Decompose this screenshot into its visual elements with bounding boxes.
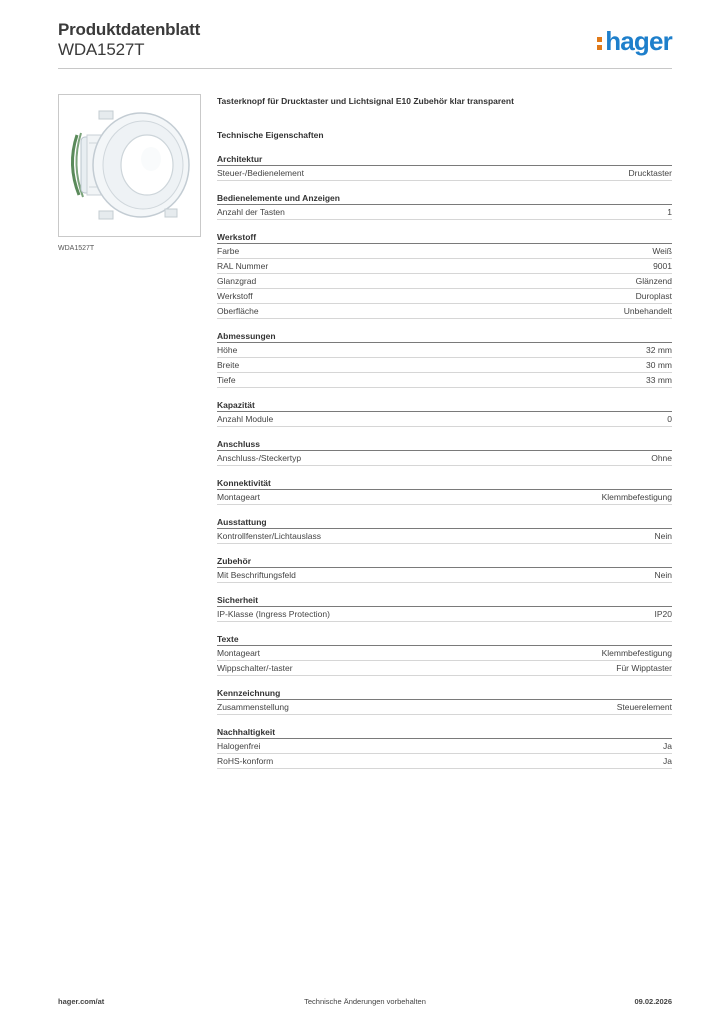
property-row: [217, 289, 672, 304]
property-row: [217, 205, 672, 220]
property-label: Zusammenstellung: [217, 702, 289, 712]
footer-date: 09.02.2026: [634, 997, 672, 1006]
property-row: [217, 274, 672, 289]
section-title: Kapazität: [217, 399, 672, 412]
property-label: Höhe: [217, 345, 238, 355]
page-footer: [58, 997, 672, 1011]
section-title: Werkstoff: [217, 231, 672, 244]
property-row: [217, 529, 672, 544]
property-label: Breite: [217, 360, 240, 370]
property-section: [217, 555, 672, 583]
product-description: Tasterknopf für Drucktaster und Lichtsignal E10 Zubehör klar transparent: [217, 96, 514, 106]
property-value: 30 mm: [646, 360, 672, 370]
property-section: [217, 399, 672, 427]
property-value: IP20: [654, 609, 672, 619]
technical-properties-heading: Technische Eigenschaften: [217, 130, 324, 140]
property-section: [217, 231, 672, 319]
property-row: [217, 739, 672, 754]
footer-notice: Technische Änderungen vorbehalten: [304, 997, 426, 1006]
property-section: [217, 192, 672, 220]
property-value: Steuerelement: [616, 702, 672, 712]
section-title: Texte: [217, 633, 672, 646]
property-row: [217, 700, 672, 715]
property-value: Klemmbefestigung: [601, 492, 672, 502]
section-title: Kennzeichnung: [217, 687, 672, 700]
section-title: Anschluss: [217, 438, 672, 451]
property-value: Glänzend: [635, 276, 672, 286]
property-value: Klemmbefestigung: [601, 648, 672, 658]
property-section: [217, 516, 672, 544]
property-label: Montageart: [217, 648, 260, 658]
header-divider: [58, 68, 672, 69]
property-label: Halogenfrei: [217, 741, 261, 751]
section-title: Abmessungen: [217, 330, 672, 343]
property-value: Für Wipptaster: [616, 663, 672, 673]
property-section: [217, 438, 672, 466]
logo-dots-icon: [597, 28, 603, 46]
property-row: [217, 373, 672, 388]
property-row: [217, 259, 672, 274]
property-value: Ja: [663, 741, 672, 751]
property-label: Tiefe: [217, 375, 236, 385]
property-row: [217, 661, 672, 676]
product-image: [58, 94, 201, 237]
properties-list: [217, 153, 672, 769]
property-row: [217, 646, 672, 661]
property-label: Werkstoff: [217, 291, 253, 301]
property-label: Anzahl der Tasten: [217, 207, 285, 217]
property-value: 32 mm: [646, 345, 672, 355]
property-row: [217, 754, 672, 769]
property-label: Steuer-/Bedienelement: [217, 168, 304, 178]
section-title: Bedienelemente und Anzeigen: [217, 192, 672, 205]
property-row: [217, 343, 672, 358]
property-label: IP-Klasse (Ingress Protection): [217, 609, 330, 619]
property-value: 9001: [653, 261, 672, 271]
property-row: [217, 166, 672, 181]
property-row: [217, 607, 672, 622]
property-label: RAL Nummer: [217, 261, 269, 271]
section-title: Sicherheit: [217, 594, 672, 607]
property-label: Farbe: [217, 246, 240, 256]
section-title: Zubehör: [217, 555, 672, 568]
property-label: RoHS-konform: [217, 756, 274, 766]
hager-logo: [597, 28, 672, 54]
property-section: [217, 633, 672, 676]
property-value: 1: [667, 207, 672, 217]
property-section: [217, 153, 672, 181]
section-title: Nachhaltigkeit: [217, 726, 672, 739]
property-section: [217, 330, 672, 388]
property-value: Ohne: [651, 453, 672, 463]
property-label: Kontrollfenster/Lichtauslass: [217, 531, 321, 541]
product-details: [217, 96, 672, 780]
page-header: [58, 20, 672, 70]
property-section: [217, 594, 672, 622]
property-section: [217, 726, 672, 769]
property-value: Ja: [663, 756, 672, 766]
image-caption: WDA1527T: [58, 245, 95, 252]
section-title: Ausstattung: [217, 516, 672, 529]
property-value: Nein: [654, 531, 672, 541]
push-button-cap-image: [59, 95, 200, 236]
property-row: [217, 244, 672, 259]
property-row: [217, 490, 672, 505]
property-value: Nein: [654, 570, 672, 580]
section-title: Konnektivität: [217, 477, 672, 490]
property-value: 33 mm: [646, 375, 672, 385]
property-label: Glanzgrad: [217, 276, 257, 286]
footer-website: hager.com/at: [58, 997, 105, 1006]
property-label: Oberfläche: [217, 306, 259, 316]
product-number: WDA1527T: [58, 40, 145, 59]
property-row: [217, 412, 672, 427]
property-row: [217, 568, 672, 583]
property-row: [217, 358, 672, 373]
property-label: Anzahl Module: [217, 414, 274, 424]
section-title: Architektur: [217, 153, 672, 166]
property-value: 0: [667, 414, 672, 424]
property-value: Drucktaster: [628, 168, 672, 178]
property-row: [217, 304, 672, 319]
property-label: Wippschalter/-taster: [217, 663, 293, 673]
property-value: Duroplast: [635, 291, 672, 301]
property-value: Unbehandelt: [623, 306, 672, 316]
page-title: Produktdatenblatt: [58, 20, 201, 39]
property-section: [217, 477, 672, 505]
property-value: Weiß: [652, 246, 672, 256]
property-section: [217, 687, 672, 715]
logo-text: hager: [605, 26, 672, 56]
property-row: [217, 451, 672, 466]
property-label: Anschluss-/Steckertyp: [217, 453, 302, 463]
property-label: Montageart: [217, 492, 260, 502]
property-label: Mit Beschriftungsfeld: [217, 570, 296, 580]
